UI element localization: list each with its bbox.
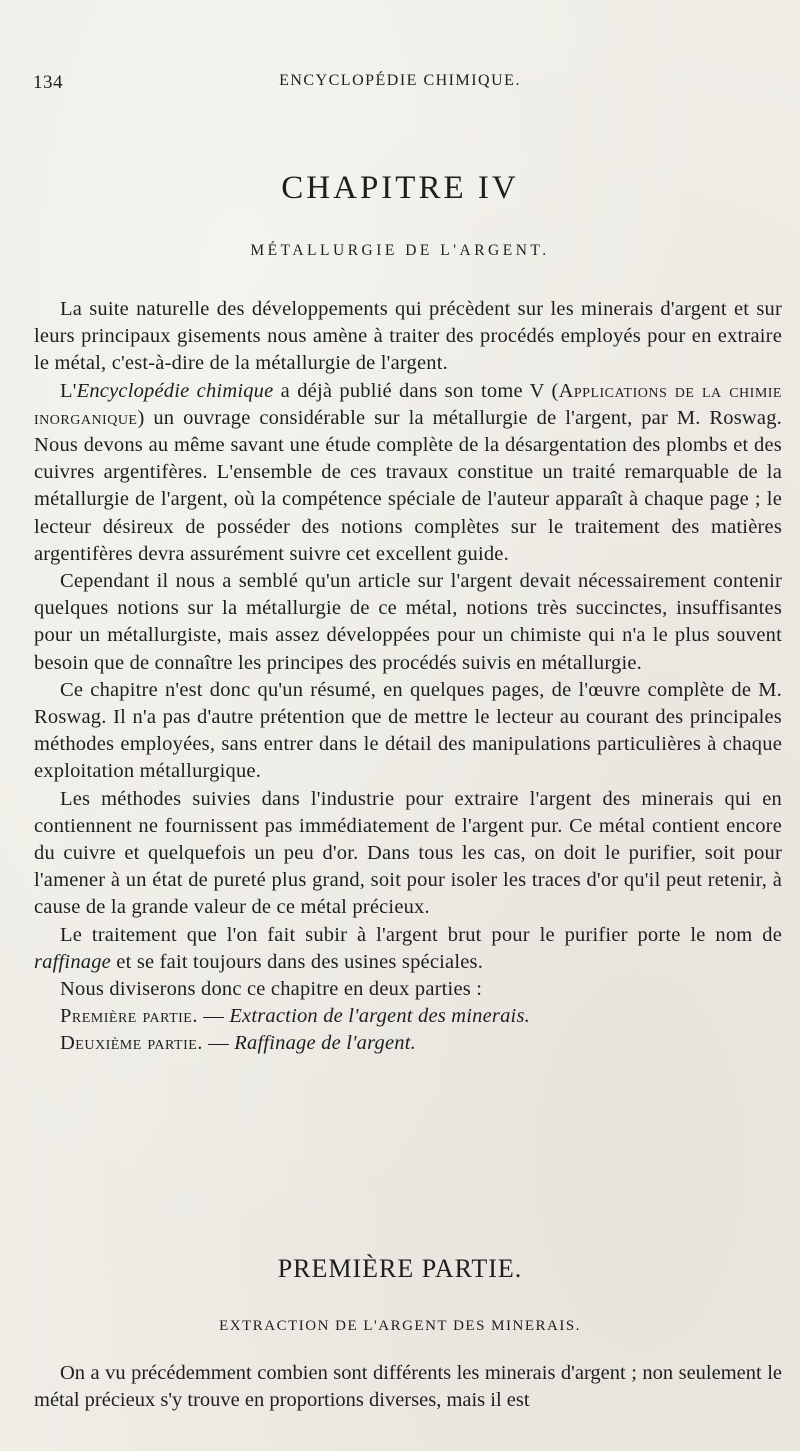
page-number: 134: [33, 72, 63, 93]
page-header: [30, 72, 770, 98]
paragraph-6-rest: et se fait toujours dans des usines spéciales.: [110, 950, 484, 973]
part-two-label: Deuxième partie.: [60, 1032, 203, 1055]
paragraph-6-prefix: Le traitement que l'on fait subir à l'argent brut pour le purifier porte le nom de: [60, 923, 782, 946]
paragraph-2: [34, 378, 782, 568]
part-one-dash: —: [197, 1005, 230, 1028]
paragraph-2-smallcaps: Applications de la chimie inorganique: [34, 379, 782, 429]
running-title: ENCYCLOPÉDIE CHIMIQUE.: [279, 72, 521, 89]
part-two-dash: —: [202, 1032, 235, 1055]
chapter-subtitle: MÉTALLURGIE DE L'ARGENT.: [250, 242, 550, 259]
final-paragraph: On a vu précédemment combien sont différents les minerais d'argent ; non seulement le métal précieux s'y trouve en proportions diverses, mais il est: [34, 1362, 782, 1412]
paragraph-1: La suite naturelle des développements qui précèdent sur les minerais d'argent et sur leurs principaux gisements nous amène à traiter des procédés employés pour en extraire le métal, c'est-à-dire de la métallurgie de l'argent.: [34, 298, 782, 375]
paragraph-2-rest: ) un ouvrage considérable sur la métallurgie de l'argent, par M. Roswag. Nous devons au même savant une étude complète de la désargentation des plombs et des cuivres argentifères. L'ensemble de ces travaux constitue un traité remarquable de la métallurgie de l'argent, où la compétence spéciale de l'auteur apparaît à chaque page ; le lecteur désireux de posséder des notions complètes sur le traitement des matières argentifères devra assurément suivre cet excellent guide.: [34, 406, 782, 565]
final-text: [34, 1360, 782, 1414]
paragraph-7: Nous diviserons donc ce chapitre en deux parties :: [60, 978, 483, 1001]
part-two-title: Raffinage de l'argent.: [234, 1032, 416, 1055]
paragraph-2-italic-title: Encyclopédie chimique: [76, 379, 274, 402]
paragraph-6-italic-term: raffinage: [34, 950, 111, 973]
paragraph-3: Cependant il nous a semblé qu'un article sur l'argent devait nécessairement contenir quelques notions sur la métallurgie de ce métal, notions très succinctes, insuffisantes pour un métallurgiste, mais assez développées pour un chimiste qui n'a le plus souvent besoin que de connaître les principes des procédés suivis en métallurgie.: [34, 570, 782, 674]
chapter-title: CHAPITRE IV: [281, 170, 519, 206]
paragraph-2-mid: a déjà publié dans son tome V (: [273, 379, 559, 402]
part-one-title: Extraction de l'argent des minerais.: [229, 1005, 530, 1028]
part-one-line: [34, 1003, 782, 1030]
paragraph-5: Les méthodes suivies dans l'industrie pour extraire l'argent des minerais qui en contiennent ne fournissent pas immédiatement de l'argent pur. Ce métal contient encore du cuivre et quelquefois un peu d'or. Dans tous les cas, on doit le purifier, soit pour l'amener à un état de pureté plus grand, soit pour isoler les traces d'or qu'il peut retenir, à cause de la grande valeur de ce métal précieux.: [34, 787, 782, 919]
section-title: PREMIÈRE PARTIE.: [277, 1254, 523, 1283]
paragraph-4: Ce chapitre n'est donc qu'un résumé, en quelques pages, de l'œuvre complète de M. Roswag. Il n'a pas d'autre prétention que de mettre le lecteur au courant des principales méthodes employées, sans entrer dans le détail des manipulations particulières à chaque exploitation métallurgique.: [34, 678, 782, 783]
paragraph-2-prefix: L': [60, 379, 77, 402]
paragraph-6: [34, 922, 782, 976]
body-text: [34, 296, 782, 1058]
section-subtitle: EXTRACTION DE L'ARGENT DES MINERAIS.: [219, 1318, 581, 1334]
part-one-label: Première partie.: [60, 1005, 198, 1028]
part-two-line: [34, 1030, 782, 1057]
